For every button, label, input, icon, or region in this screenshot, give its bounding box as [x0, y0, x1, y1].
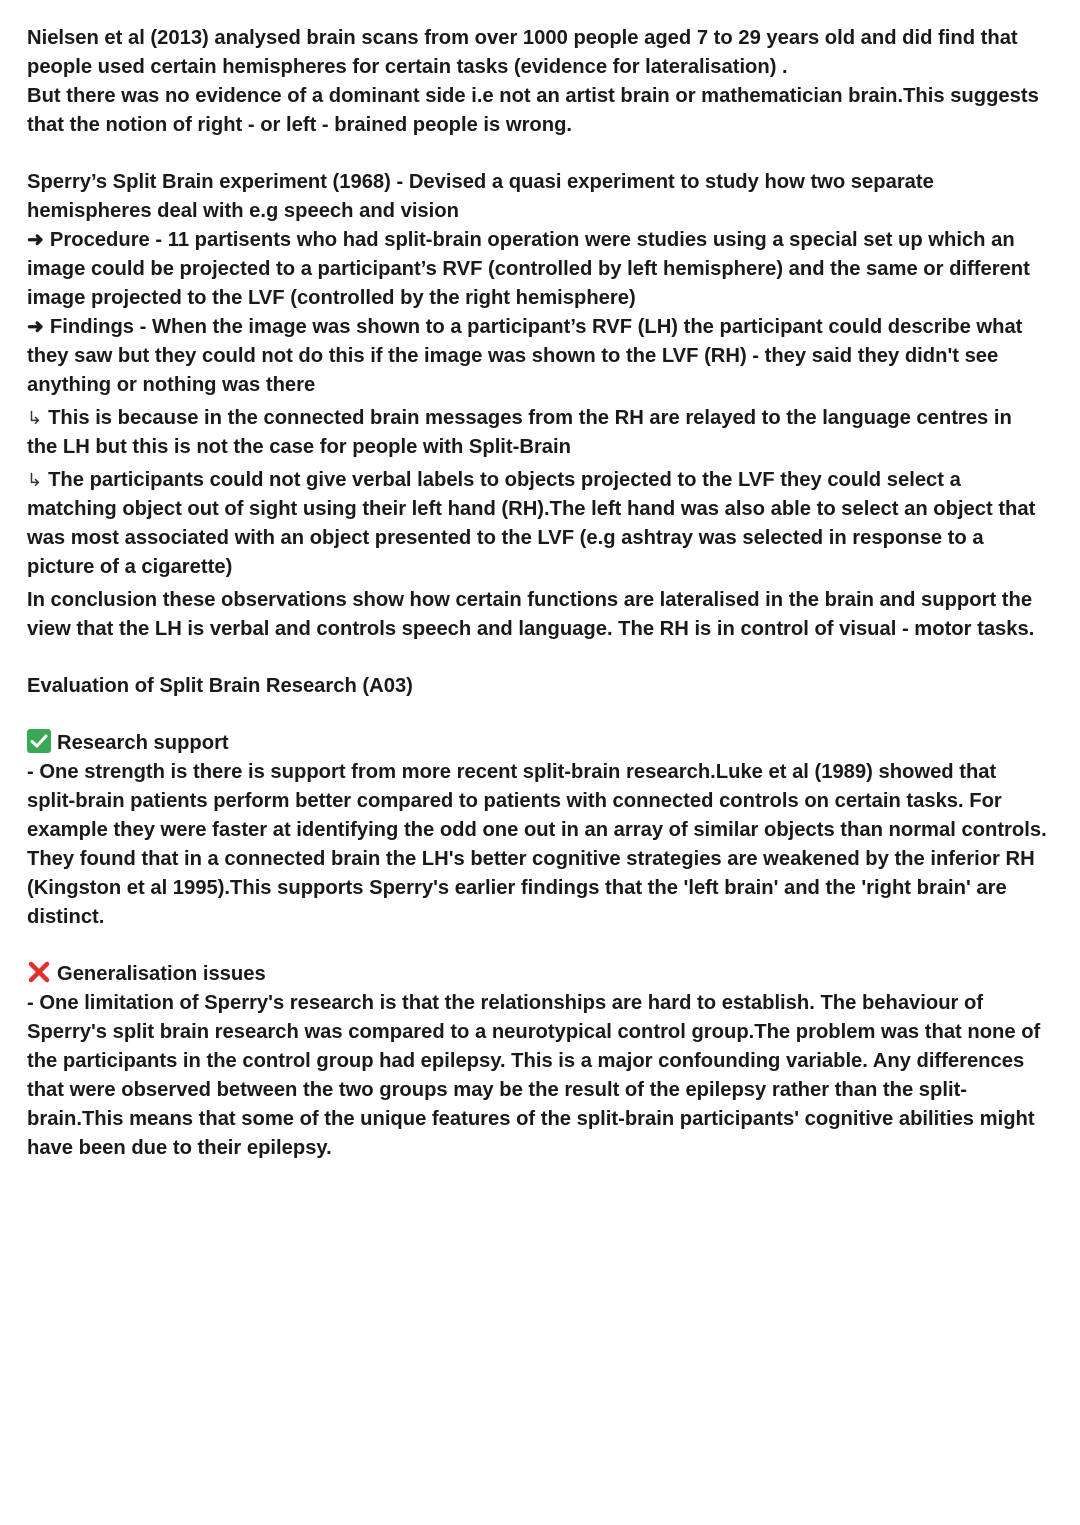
- procedure-paragraph: [27, 226, 1047, 313]
- conclusion-paragraph: In conclusion these observations show how certain functions are lateralised in the brain and support the view that the LH is verbal and controls speech and language. The RH is in control of visual - motor tasks.: [27, 589, 1035, 640]
- limitation-paragraph: - One limitation of Sperry's research is that the relationships are hard to establish. The behaviour of Sperry's split brain research was compared to a neurotypical control group.The problem was that none of the participants in the control group had epilepsy. This is a major confounding variable. Any differences that were observed between the two groups may be the result of the epilepsy rather than the split-brain.This means that some of the unique features of the split-brain participants' cognitive abilities might have been due to their epilepsy.: [27, 992, 1041, 1159]
- intro-paragraph-1: Nielsen et al (2013) analysed brain scans from over 1000 people aged 7 to 29 years old and did find that people used certain hemispheres for certain tasks (evidence for lateralisation) .: [27, 27, 1018, 78]
- limitation-title-text: Generalisation issues: [57, 963, 266, 985]
- hook-arrow-icon: ↳: [27, 470, 43, 490]
- findings-paragraph: [27, 313, 1047, 400]
- strength-paragraph: - One strength is there is support from more recent split-brain research.Luke et al (1989) showed that split-brain patients perform better compared to patients with connected controls on certain tasks. For example they were faster at identifying the odd one out in an array of similar objects than normal controls. They found that in a connected brain the LH's better cognitive strategies are weakened by the inferior RH (Kingston et al 1995).This supports Sperry's earlier findings that the 'left brain' and the 'right brain' are distinct.: [27, 761, 1047, 928]
- arrow-icon: ➜: [27, 229, 44, 251]
- sperry-heading: Sperry’s Split Brain experiment (1968) - Devised a quasi experiment to study how two separate hemispheres deal with e.g speech and vision: [27, 171, 934, 222]
- hook-arrow-icon: ↳: [27, 408, 43, 428]
- sub-point-1-text: This is because in the connected brain messages from the RH are relayed to the language centres in the LH but this is not the case for people with Split-Brain: [27, 407, 1012, 458]
- notes-page: [27, 24, 1047, 1163]
- strength-title-text: Research support: [57, 732, 229, 754]
- evaluation-heading: Evaluation of Split Brain Research (A03): [27, 675, 413, 697]
- strength-title: [27, 729, 1047, 758]
- findings-text: Findings - When the image was shown to a participant’s RVF (LH) the participant could describe what they saw but they could not do this if the image was shown to the LVF (RH) - they said they didn't see anything or nothing was there: [27, 316, 1023, 396]
- sub-point-1: [27, 404, 1047, 462]
- limitation-title: [27, 960, 1047, 989]
- cross-icon: [27, 960, 51, 984]
- check-icon: [27, 729, 51, 753]
- procedure-text: Procedure - 11 partisents who had split-brain operation were studies using a special set up which an image could be projected to a participant’s RVF (controlled by left hemisphere) and the same or different image projected to the LVF (controlled by the right hemisphere): [27, 229, 1030, 309]
- intro-paragraph-2: But there was no evidence of a dominant side i.e not an artist brain or mathematician brain.This suggests that the notion of right - or left - brained people is wrong.: [27, 85, 1039, 136]
- arrow-icon: ➜: [27, 316, 44, 338]
- sub-point-2-text: The participants could not give verbal labels to objects projected to the LVF they could select a matching object out of sight using their left hand (RH).The left hand was also able to select an object that was most associated with an object presented to the LVF (e.g ashtray was selected in response to a picture of a cigarette): [27, 469, 1036, 578]
- sub-point-2: [27, 466, 1047, 582]
